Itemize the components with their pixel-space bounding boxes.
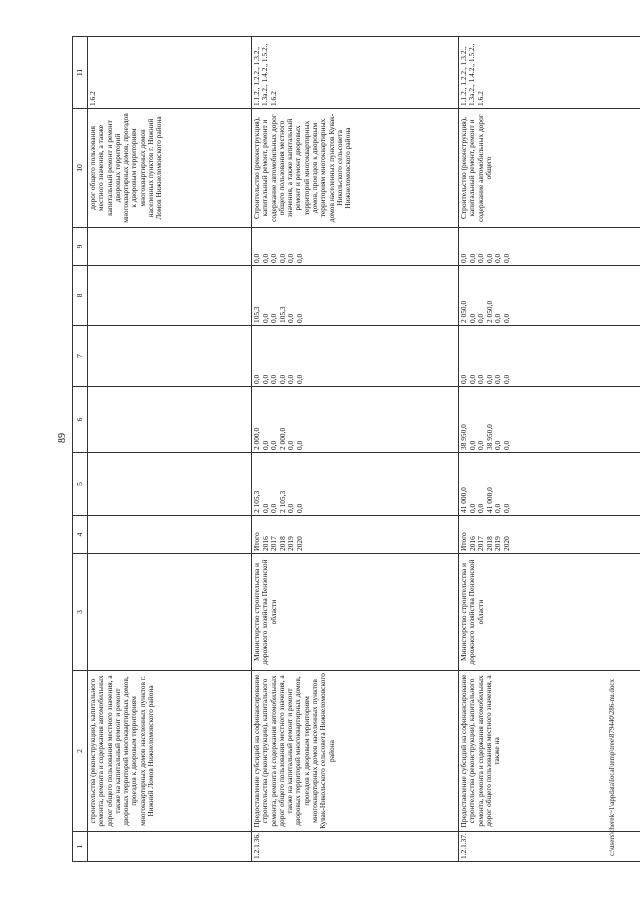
year-value: 2016 [260, 536, 270, 551]
amount-value: 2 105,3 [252, 490, 261, 513]
amount-value: 0,0 [459, 374, 468, 384]
measure-description: строительства (реконструкции), капитального ремонта, ремонта и содержания автомобильных дорог общего пользования местного значения, а также на капитальный ремонт и ремонт дворовых территорий многоквартирных домов, проездов к дворовым территориям многоквартирных домов населенных пунктов г. Нижний Ломов Нижнеломовского района [88, 671, 252, 832]
year-value: Итого [459, 532, 468, 551]
amount-value: 0,0 [467, 503, 477, 513]
funding-cell-c7 [252, 326, 459, 387]
amount-value: 0,0 [260, 253, 270, 263]
amount-value: 0,0 [493, 313, 503, 323]
amount-value: 0,0 [476, 374, 486, 384]
amount-value: 0,0 [269, 503, 279, 513]
amount-value: 0,0 [493, 253, 503, 263]
funding-cell-c6 [252, 387, 459, 453]
amount-value: 0,0 [260, 313, 270, 323]
amount-value: 38 950,0 [484, 424, 494, 450]
year-value: 2020 [501, 536, 511, 551]
header-cell: 10 [73, 109, 88, 228]
header-cell: 3 [73, 554, 88, 671]
amount-value: 0,0 [260, 503, 270, 513]
row-number: 1.2.1.36. [252, 832, 459, 862]
year-cell [459, 516, 640, 554]
amount-value: 0,0 [286, 503, 296, 513]
year-value: 2017 [269, 536, 279, 551]
amount-value: 0,0 [467, 374, 477, 384]
amount-value: 0,0 [269, 253, 279, 263]
amount-value: 0,0 [294, 503, 304, 513]
funding-cell-c6 [459, 387, 640, 453]
header-row [73, 37, 88, 862]
amount-value: 0,0 [294, 440, 304, 450]
row-number [88, 832, 252, 862]
amount-value: 0,0 [277, 253, 287, 263]
amount-value: 0,0 [269, 313, 279, 323]
funding-cell-c9 [252, 228, 459, 266]
amount-value: 0,0 [484, 253, 494, 263]
amount-value: 0,0 [294, 313, 304, 323]
year-value: 2019 [493, 536, 503, 551]
header-cell: 11 [73, 37, 88, 109]
amount-value: 0,0 [493, 440, 503, 450]
amount-value: 0,0 [294, 374, 304, 384]
funding-cell-c5 [252, 453, 459, 516]
rotated-table-container [72, 37, 640, 862]
amount-value: 0,0 [286, 253, 296, 263]
table-body [73, 37, 640, 862]
header-cell: 7 [73, 326, 88, 387]
amount-value: 0,0 [252, 374, 261, 384]
year-value: 2016 [467, 536, 477, 551]
year-cell [252, 516, 459, 554]
program-table [72, 36, 640, 862]
amount-value: 0,0 [467, 313, 477, 323]
amount-value: 0,0 [501, 313, 511, 323]
indicator-links: 1.1.2., 1.2.2., 1.3.2., 1.3а.2., 1.4.2., 1.5.2., 1.6.2 [252, 37, 459, 109]
responsible-executor: Министерство строительства и дорожного хозяйства Пензенской области [459, 554, 640, 671]
expected-result: Строительство (реконструкция), капитальный ремонт, ремонт и содержание автомобильных дорог общего [459, 109, 640, 228]
responsible-executor: Министерство строительства и дорожного хозяйства Пензенской области [252, 554, 459, 671]
amount-value: 41 000,0 [484, 487, 494, 513]
amount-value: 2 000,0 [252, 427, 261, 450]
expected-result: Строительство (реконструкция), капитальный ремонт, ремонт и содержание автомобильных дорог общего пользования местного значения, а также капитальный ремонт и ремонт дворовых территорий многоквартирных домов, проездов к дворовым территориям многоквартирных домов населенных пунктов Кувак-Никольского сельсовета Нижнеломовского района [252, 109, 459, 228]
header-cell: 9 [73, 228, 88, 266]
amount-value: 2 105,3 [277, 490, 287, 513]
responsible-executor [88, 554, 252, 671]
year-value: 2018 [277, 536, 287, 551]
amount-value: 0,0 [286, 374, 296, 384]
amount-value: 0,0 [493, 374, 503, 384]
amount-value: 0,0 [467, 253, 477, 263]
expected-result: дорог общего пользования местного значения, а также капитальный ремонт и ремонт дворовых территорий многоквартирных домов, проездов к дворовым территориям многоквартирных домов населенных пунктов г. Нижний Ломов Нижнеломовского района [88, 109, 252, 228]
year-value: 2017 [476, 536, 486, 551]
amount-value: 0,0 [501, 503, 511, 513]
amount-value: 0,0 [501, 253, 511, 263]
row-number: 1.2.1.37. [459, 832, 640, 862]
amount-value: 0,0 [286, 440, 296, 450]
header-cell: 5 [73, 453, 88, 516]
year-value: 2020 [294, 536, 304, 551]
funding-cell-c8 [459, 266, 640, 326]
indicator-links: 1.1.2., 1.2.2., 1.3.2., 1.3а.2., 1.4.2., 1.5.2., 1.6.2 [459, 37, 640, 109]
amount-value: 0,0 [493, 503, 503, 513]
funding-cell-c9 [88, 228, 252, 266]
header-cell: 8 [73, 266, 88, 326]
amount-value: 0,0 [467, 440, 477, 450]
header-cell: 6 [73, 387, 88, 453]
amount-value: 0,0 [260, 374, 270, 384]
amount-value: 0,0 [252, 253, 261, 263]
amount-value: 0,0 [459, 253, 468, 263]
amount-value: 0,0 [476, 503, 486, 513]
year-cell [88, 516, 252, 554]
measure-description: Предоставление субсидий на софинансирование строительства (реконструкции), капитального ремонта, ремонта и содержания автомобильных дорог общего пользования местного значения, а также на [459, 671, 640, 832]
measure-description: Предоставление субсидий на софинансирование строительства (реконструкции), капитального ремонта, ремонта и содержания автомобильных дорог общего пользования местного значения, а также на капитальный ремонт и ремонт дворовых территорий многоквартирных домов, проездов к дворовым территориям многоквартирных домов населенных пунктов Кувак-Никольского сельсовета Нижнеломовского района [252, 671, 459, 832]
funding-cell-c9 [459, 228, 640, 266]
amount-value: 0,0 [260, 440, 270, 450]
header-cell: 1 [73, 832, 88, 862]
amount-value: 0,0 [484, 374, 494, 384]
indicator-links: 1.6.2 [88, 37, 252, 109]
funding-cell-c7 [88, 326, 252, 387]
funding-cell-c8 [252, 266, 459, 326]
amount-value: 0,0 [501, 374, 511, 384]
year-value: 2018 [484, 536, 494, 551]
funding-cell-c6 [88, 387, 252, 453]
footer-file-path: c:\users\cherek~1\appdata\local\temp\tree\879440\286-nu.docx [608, 679, 616, 856]
header-cell: 4 [73, 516, 88, 554]
amount-value: 0,0 [476, 313, 486, 323]
amount-value: 0,0 [269, 374, 279, 384]
amount-value: 0,0 [286, 313, 296, 323]
amount-value: 2 050,0 [459, 300, 468, 323]
year-value: 2019 [286, 536, 296, 551]
page-number: 89 [57, 433, 68, 443]
year-value: Итого [252, 532, 261, 551]
amount-value: 0,0 [294, 253, 304, 263]
amount-value: 2 050,0 [484, 300, 494, 323]
amount-value: 105,3 [277, 306, 287, 323]
amount-value: 0,0 [476, 253, 486, 263]
amount-value: 0,0 [269, 440, 279, 450]
header-cell: 2 [73, 671, 88, 832]
amount-value: 38 950,0 [459, 424, 468, 450]
amount-value: 0,0 [501, 440, 511, 450]
funding-cell-c8 [88, 266, 252, 326]
amount-value: 105,3 [252, 306, 261, 323]
funding-cell-c5 [88, 453, 252, 516]
funding-cell-c5 [459, 453, 640, 516]
funding-cell-c7 [459, 326, 640, 387]
amount-value: 0,0 [277, 374, 287, 384]
amount-value: 0,0 [476, 440, 486, 450]
table-row [88, 37, 252, 862]
table-row [252, 37, 459, 862]
amount-value: 41 000,0 [459, 487, 468, 513]
amount-value: 2 000,0 [277, 427, 287, 450]
